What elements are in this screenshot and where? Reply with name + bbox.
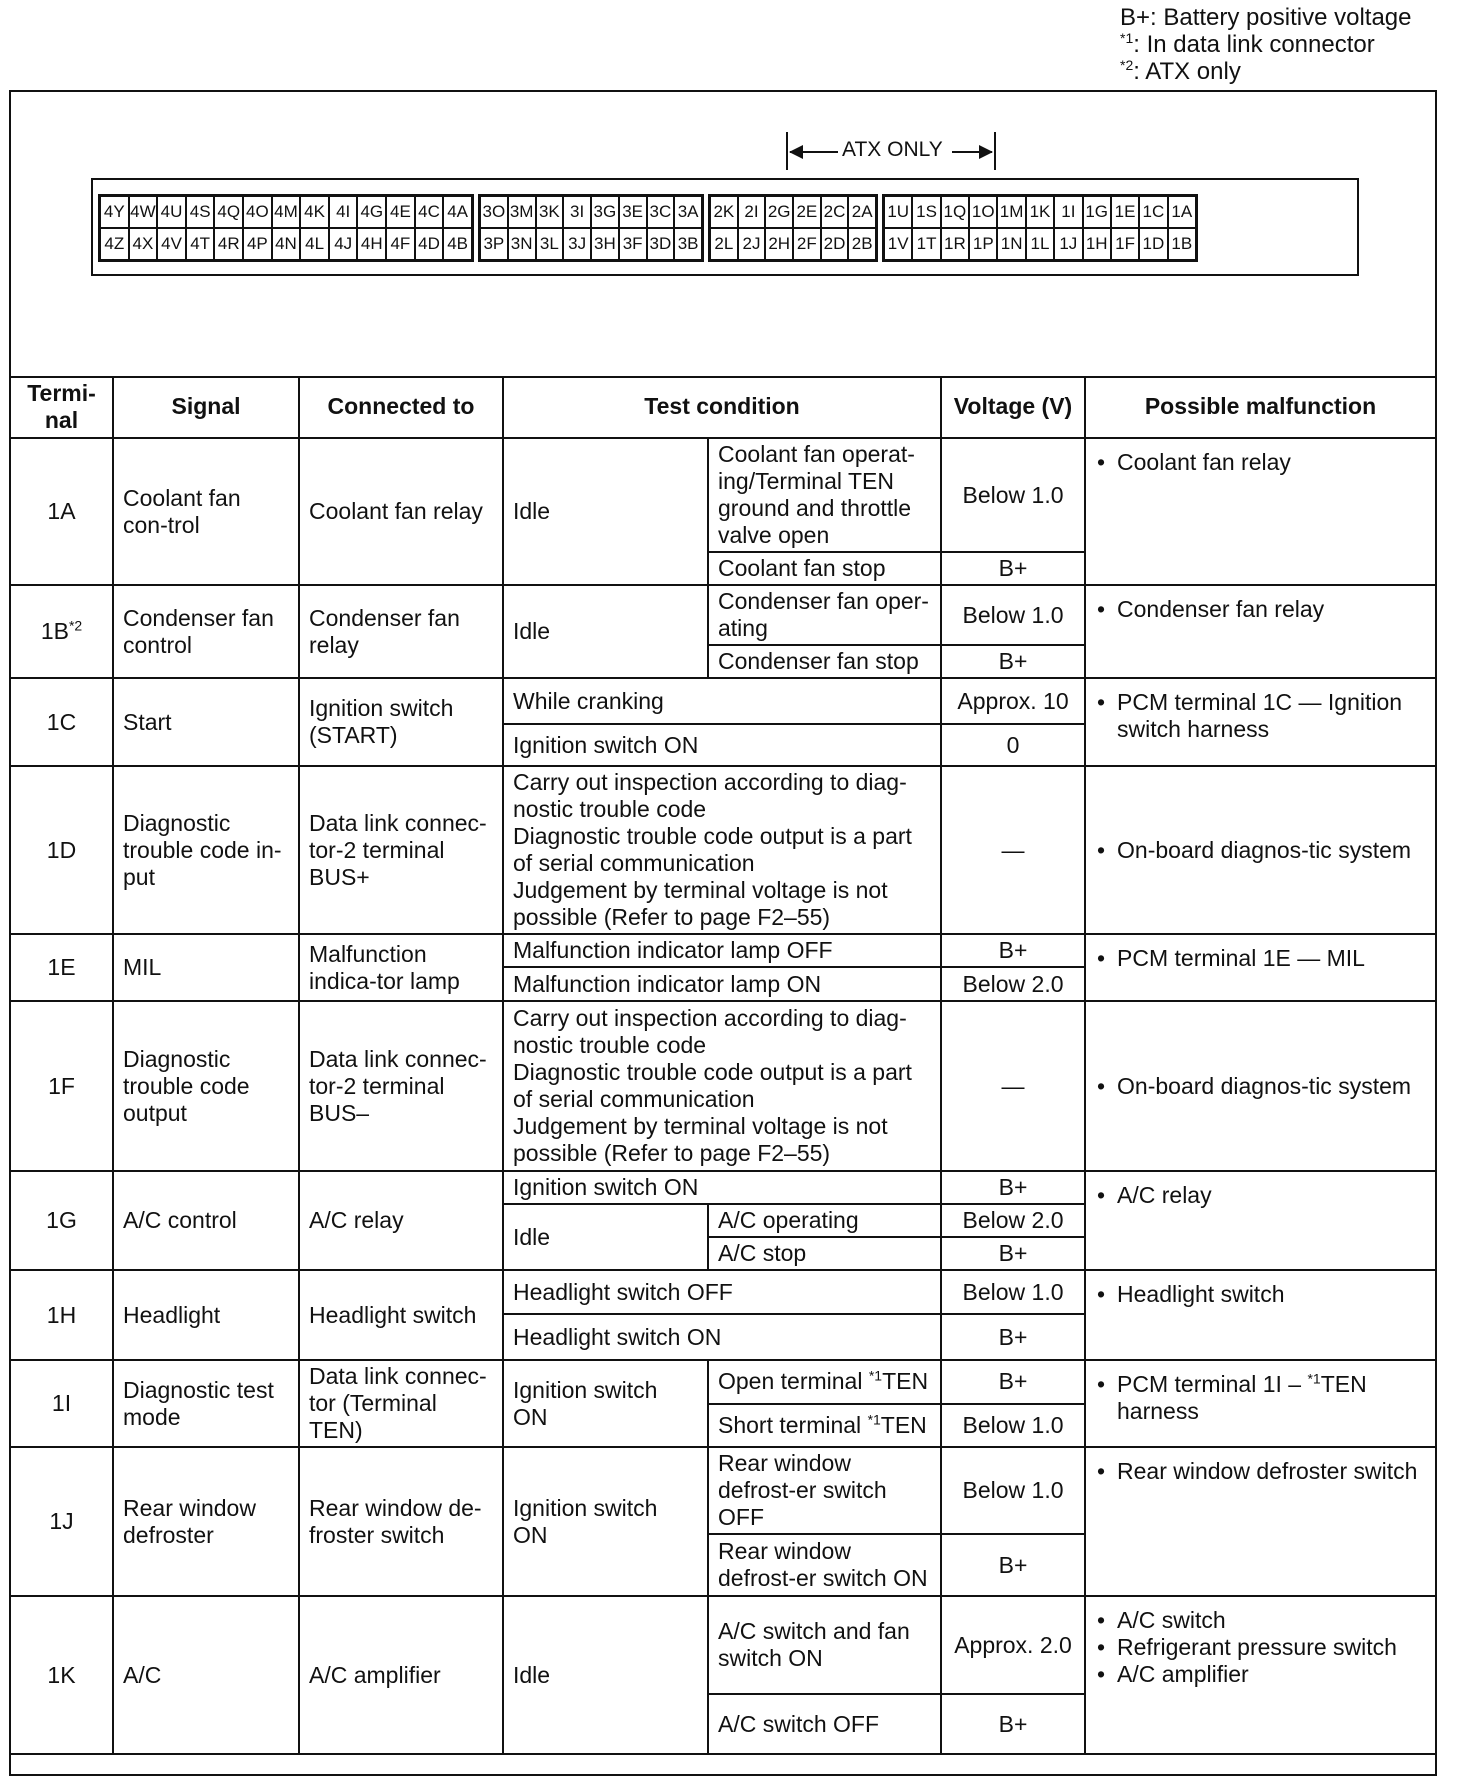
subcondition-text: TEN xyxy=(882,1368,929,1395)
header-terminal: Termi-nal xyxy=(11,376,113,438)
malfunction-cell xyxy=(1085,766,1435,934)
voltage-cell: B+ xyxy=(941,645,1085,678)
malfunction-text: TEN harness xyxy=(1117,1371,1367,1424)
connector-diagram xyxy=(11,92,1435,378)
table-row xyxy=(11,766,1435,934)
malfunction-cell xyxy=(1085,585,1435,678)
malfunction-item: • A/C relay xyxy=(1095,1182,1426,1209)
condition-cell: While cranking xyxy=(503,678,941,724)
connector-pin: 1H xyxy=(1083,228,1111,260)
terminal-voltage-table xyxy=(11,376,1435,1755)
malfunction-cell xyxy=(1085,1171,1435,1270)
subcondition-cell: Rear window defrost-er switch ON xyxy=(708,1534,941,1596)
connected-cell: A/C amplifier xyxy=(299,1596,503,1754)
connector-block-1 xyxy=(882,194,1198,262)
connector-pin: 4X xyxy=(129,228,158,260)
malfunction-item: • Condenser fan relay xyxy=(1095,596,1426,623)
malfunction-item: • Rear window defroster switch xyxy=(1095,1458,1426,1485)
condition-cell: Idle xyxy=(503,438,708,585)
legend xyxy=(1120,4,1412,85)
subcondition-cell: Coolant fan stop xyxy=(708,552,941,585)
connector-pin: 2E xyxy=(793,196,821,228)
voltage-cell: Below 2.0 xyxy=(941,1204,1085,1237)
connector-pin: 1L xyxy=(1026,228,1054,260)
connected-cell: A/C relay xyxy=(299,1171,503,1270)
connector-pin: 4P xyxy=(243,228,272,260)
note2-mark: *2 xyxy=(1120,57,1134,73)
connected-cell: Rear window de-froster switch xyxy=(299,1447,503,1596)
table-row xyxy=(11,438,1435,552)
connector-block-4 xyxy=(98,194,474,262)
note1-mark: *1 xyxy=(1120,30,1134,46)
voltage-cell: — xyxy=(941,766,1085,934)
connector-pin: 4Y xyxy=(100,196,129,228)
connector-pin: 1F xyxy=(1111,228,1139,260)
subcondition-cell xyxy=(708,1360,941,1404)
table-row xyxy=(11,1596,1435,1694)
terminal-table-frame xyxy=(9,90,1437,1776)
connected-cell: Malfunction indica-tor lamp xyxy=(299,934,503,1001)
connector-pin: 1I xyxy=(1054,196,1082,228)
connector-pin: 3A xyxy=(674,196,702,228)
subcondition-cell: A/C switch and fan switch ON xyxy=(708,1596,941,1694)
connector-pin: 4A xyxy=(443,196,472,228)
connected-cell: Ignition switch (START) xyxy=(299,678,503,766)
connector-block-2 xyxy=(708,194,878,262)
arrow-right-icon xyxy=(979,145,993,159)
voltage-cell: B+ xyxy=(941,934,1085,967)
malfunction-item: • Headlight switch xyxy=(1095,1281,1426,1308)
malfunction-item: • Coolant fan relay xyxy=(1095,449,1426,476)
connector-pin: 3C xyxy=(647,196,675,228)
connector-pin: 3O xyxy=(480,196,508,228)
malfunction-item: • Refrigerant pressure switch xyxy=(1095,1634,1426,1661)
terminal-cell xyxy=(11,585,113,678)
signal-cell: Start xyxy=(113,678,299,766)
atx-only-marker xyxy=(786,132,996,172)
connected-cell: Condenser fan relay xyxy=(299,585,503,678)
terminal-mark: *2 xyxy=(68,617,83,634)
malfunction-cell xyxy=(1085,1001,1435,1171)
connector-pin: 3E xyxy=(619,196,647,228)
pin-row-4-top xyxy=(100,196,472,228)
voltage-cell: — xyxy=(941,1001,1085,1171)
terminal-cell: 1I xyxy=(11,1360,113,1447)
voltage-cell: B+ xyxy=(941,552,1085,585)
condition-cell: Ignition switch ON xyxy=(503,1171,941,1204)
connector-pin: 4J xyxy=(329,228,358,260)
connector-pin: 4R xyxy=(214,228,243,260)
connector-pin: 4V xyxy=(157,228,186,260)
note-mark: *1 xyxy=(867,1411,881,1428)
table-row xyxy=(11,1360,1435,1404)
connector-pin: 3F xyxy=(619,228,647,260)
connected-cell: Headlight switch xyxy=(299,1270,503,1360)
connector-pin: 3J xyxy=(563,228,591,260)
table-row xyxy=(11,1001,1435,1171)
condition-line: Carry out inspection according to diag-nostic trouble code xyxy=(513,1005,907,1058)
condition-cell: Idle xyxy=(503,1204,708,1270)
signal-cell: Condenser fan control xyxy=(113,585,299,678)
connected-cell: Data link connec-tor-2 terminal BUS– xyxy=(299,1001,503,1171)
condition-cell: Ignition switch ON xyxy=(503,1360,708,1447)
atx-only-label: ATX ONLY xyxy=(838,138,947,162)
terminal-cell: 1H xyxy=(11,1270,113,1360)
signal-cell: Diagnostic trouble code in-put xyxy=(113,766,299,934)
condition-line: Carry out inspection according to diag-nostic trouble code xyxy=(513,769,907,822)
terminal-cell: 1D xyxy=(11,766,113,934)
voltage-cell: Approx. 10 xyxy=(941,678,1085,724)
voltage-cell: 0 xyxy=(941,724,1085,766)
terminal-cell: 1A xyxy=(11,438,113,585)
connector-pin: 4S xyxy=(186,196,215,228)
legend-note2 xyxy=(1120,58,1412,85)
condition-line: Judgement by terminal voltage is not possible (Refer to page F2–55) xyxy=(513,877,888,930)
connector-pin: 1P xyxy=(969,228,997,260)
connector-pin: 4W xyxy=(129,196,158,228)
subcondition-cell: Coolant fan operat-ing/Terminal TEN ground and throttle valve open xyxy=(708,438,941,552)
connector-pin: 2F xyxy=(793,228,821,260)
voltage-cell: Below 2.0 xyxy=(941,967,1085,1001)
subcondition-text: Short terminal xyxy=(718,1411,868,1438)
connector-pin: 1K xyxy=(1026,196,1054,228)
pin-row-4-bottom xyxy=(100,228,472,260)
subcondition-cell: Rear window defrost-er switch OFF xyxy=(708,1447,941,1534)
table-row xyxy=(11,1270,1435,1314)
connector-pin: 2G xyxy=(765,196,793,228)
condition-cell: Malfunction indicator lamp OFF xyxy=(503,934,941,967)
connector-pin: 1Q xyxy=(941,196,969,228)
table-row xyxy=(11,678,1435,724)
connector-pin: 1C xyxy=(1139,196,1167,228)
voltage-cell: Approx. 2.0 xyxy=(941,1596,1085,1694)
voltage-cell: B+ xyxy=(941,1694,1085,1754)
connector-pin: 4F xyxy=(386,228,415,260)
connector-pin: 1A xyxy=(1168,196,1196,228)
malfunction-cell xyxy=(1085,678,1435,766)
malfunction-item: • On-board diagnos-tic system xyxy=(1095,837,1426,864)
subcondition-cell: A/C switch OFF xyxy=(708,1694,941,1754)
signal-cell: Diagnostic trouble code output xyxy=(113,1001,299,1171)
connector-pin: 4M xyxy=(272,196,301,228)
header-malfunction: Possible malfunction xyxy=(1085,376,1435,438)
connector-pin: 1E xyxy=(1111,196,1139,228)
connector-pin: 1N xyxy=(997,228,1025,260)
signal-cell: MIL xyxy=(113,934,299,1001)
condition-cell: Headlight switch OFF xyxy=(503,1270,941,1314)
terminal-cell: 1C xyxy=(11,678,113,766)
connector-pin: 4G xyxy=(357,196,386,228)
connector-pin: 2K xyxy=(710,196,738,228)
connector-pin: 3D xyxy=(647,228,675,260)
note-mark: *1 xyxy=(868,1367,883,1384)
malfunction-cell xyxy=(1085,1596,1435,1754)
pin-row-1-bottom xyxy=(884,228,1196,260)
connector-pin: 2J xyxy=(738,228,766,260)
voltage-cell: B+ xyxy=(941,1360,1085,1404)
condition-line: Judgement by terminal voltage is not possible (Refer to page F2–55) xyxy=(513,1113,888,1166)
pin-row-2-top xyxy=(710,196,876,228)
terminal-cell: 1G xyxy=(11,1171,113,1270)
terminal-label: 1B xyxy=(40,618,69,644)
connector-pin: 4H xyxy=(357,228,386,260)
connector-pin: 1S xyxy=(912,196,940,228)
connector-block-3 xyxy=(478,194,704,262)
malfunction-item: • On-board diagnos-tic system xyxy=(1095,1073,1426,1100)
condition-cell: Malfunction indicator lamp ON xyxy=(503,967,941,1001)
header-signal: Signal xyxy=(113,376,299,438)
connector-pin: 4C xyxy=(415,196,444,228)
table-row xyxy=(11,934,1435,967)
malfunction-item: • PCM terminal 1C — Ignition switch harness xyxy=(1095,689,1426,743)
connector-pin: 4K xyxy=(300,196,329,228)
connector-pin: 1G xyxy=(1083,196,1111,228)
malfunction-cell xyxy=(1085,934,1435,1001)
subcondition-cell: A/C operating xyxy=(708,1204,941,1237)
signal-cell: A/C xyxy=(113,1596,299,1754)
legend-note1 xyxy=(1120,31,1412,58)
voltage-cell: Below 1.0 xyxy=(941,1270,1085,1314)
voltage-cell: Below 1.0 xyxy=(941,1404,1085,1448)
connector-pin: 2A xyxy=(848,196,876,228)
subcondition-cell xyxy=(708,1404,941,1448)
malfunction-item: • A/C amplifier xyxy=(1095,1661,1426,1688)
malfunction-text: PCM terminal 1I – xyxy=(1117,1371,1308,1397)
header-voltage: Voltage (V) xyxy=(941,376,1085,438)
connector-pin: 2H xyxy=(765,228,793,260)
connector-pin: 4N xyxy=(272,228,301,260)
connector-pin: 3K xyxy=(536,196,564,228)
connector-pin: 1U xyxy=(884,196,912,228)
voltage-cell: B+ xyxy=(941,1237,1085,1270)
condition-cell: Idle xyxy=(503,585,708,678)
connector-pin: 4O xyxy=(243,196,272,228)
connector-pin: 4D xyxy=(415,228,444,260)
table-row xyxy=(11,1171,1435,1204)
connector-pin: 4L xyxy=(300,228,329,260)
connector-pin: 2D xyxy=(821,228,849,260)
note-mark: *1 xyxy=(1307,1370,1321,1387)
connector-pin: 2L xyxy=(710,228,738,260)
subcondition-cell: Condenser fan oper-ating xyxy=(708,585,941,645)
connector-pin: 3H xyxy=(591,228,619,260)
connector-pin: 4Q xyxy=(214,196,243,228)
table-header-row xyxy=(11,376,1435,438)
voltage-cell: B+ xyxy=(941,1534,1085,1596)
condition-cell: Ignition switch ON xyxy=(503,724,941,766)
malfunction-cell xyxy=(1085,1360,1435,1447)
connector-pin: 3M xyxy=(508,196,536,228)
connector-pin: 3I xyxy=(563,196,591,228)
connector-pin: 1J xyxy=(1054,228,1082,260)
terminal-cell: 1E xyxy=(11,934,113,1001)
connector-pin: 1T xyxy=(912,228,940,260)
condition-cell: Idle xyxy=(503,1596,708,1754)
connector-pin: 4B xyxy=(443,228,472,260)
condition-cell: Ignition switch ON xyxy=(503,1447,708,1596)
pin-row-1-top xyxy=(884,196,1196,228)
subcondition-cell: Condenser fan stop xyxy=(708,645,941,678)
malfunction-cell xyxy=(1085,438,1435,585)
voltage-cell: Below 1.0 xyxy=(941,1447,1085,1534)
connector-pin: 4U xyxy=(157,196,186,228)
malfunction-item xyxy=(1095,1371,1426,1425)
signal-cell: Diagnostic test mode xyxy=(113,1360,299,1447)
pin-row-2-bottom xyxy=(710,228,876,260)
malfunction-item: • A/C switch xyxy=(1095,1607,1426,1634)
terminal-cell: 1J xyxy=(11,1447,113,1596)
connector-pin: 3B xyxy=(674,228,702,260)
voltage-cell: B+ xyxy=(941,1171,1085,1204)
voltage-cell: Below 1.0 xyxy=(941,438,1085,552)
connector-pin: 1V xyxy=(884,228,912,260)
voltage-cell: B+ xyxy=(941,1314,1085,1360)
subcondition-text: Open terminal xyxy=(718,1368,869,1395)
connector-pin: 2C xyxy=(821,196,849,228)
pcm-connector xyxy=(91,178,1359,276)
table-row xyxy=(11,1447,1435,1534)
connector-pin: 1B xyxy=(1168,228,1196,260)
connector-pin: 3N xyxy=(508,228,536,260)
condition-cell xyxy=(503,766,941,934)
connector-pin: 4I xyxy=(329,196,358,228)
connector-pin: 4T xyxy=(186,228,215,260)
connector-pin: 1M xyxy=(997,196,1025,228)
pin-row-3-top xyxy=(480,196,702,228)
subcondition-text: TEN xyxy=(880,1411,927,1438)
header-test-condition: Test condition xyxy=(503,376,941,438)
connector-pin: 2B xyxy=(848,228,876,260)
malfunction-cell xyxy=(1085,1270,1435,1360)
signal-cell: Rear window defroster xyxy=(113,1447,299,1596)
condition-cell: Headlight switch ON xyxy=(503,1314,941,1360)
legend-bplus: B+: Battery positive voltage xyxy=(1120,4,1412,31)
connector-pin: 4E xyxy=(386,196,415,228)
connected-cell: Data link connec-tor-2 terminal BUS+ xyxy=(299,766,503,934)
connected-cell: Data link connec-tor (Terminal TEN) xyxy=(299,1360,503,1447)
connector-pin: 4Z xyxy=(100,228,129,260)
note2-text: : ATX only xyxy=(1133,58,1241,85)
arrow-left-icon xyxy=(789,145,803,159)
connector-pin: 1O xyxy=(969,196,997,228)
terminal-cell: 1K xyxy=(11,1596,113,1754)
connector-pin: 3G xyxy=(591,196,619,228)
condition-cell xyxy=(503,1001,941,1171)
signal-cell: Coolant fan con-trol xyxy=(113,438,299,585)
condition-line: Diagnostic trouble code output is a part of serial communication xyxy=(513,823,912,876)
note1-text: : In data link connector xyxy=(1133,31,1375,58)
connector-pin: 1D xyxy=(1139,228,1167,260)
condition-line: Diagnostic trouble code output is a part of serial communication xyxy=(513,1059,912,1112)
connector-pin: 2I xyxy=(738,196,766,228)
voltage-cell: Below 1.0 xyxy=(941,585,1085,645)
signal-cell: A/C control xyxy=(113,1171,299,1270)
signal-cell: Headlight xyxy=(113,1270,299,1360)
pin-row-3-bottom xyxy=(480,228,702,260)
table-row xyxy=(11,585,1435,645)
header-connected-to: Connected to xyxy=(299,376,503,438)
malfunction-cell xyxy=(1085,1447,1435,1596)
subcondition-cell: A/C stop xyxy=(708,1237,941,1270)
malfunction-item: • PCM terminal 1E — MIL xyxy=(1095,945,1426,972)
terminal-cell: 1F xyxy=(11,1001,113,1171)
connected-cell: Coolant fan relay xyxy=(299,438,503,585)
connector-pin: 1R xyxy=(941,228,969,260)
connector-pin: 3P xyxy=(480,228,508,260)
connector-pin: 3L xyxy=(536,228,564,260)
